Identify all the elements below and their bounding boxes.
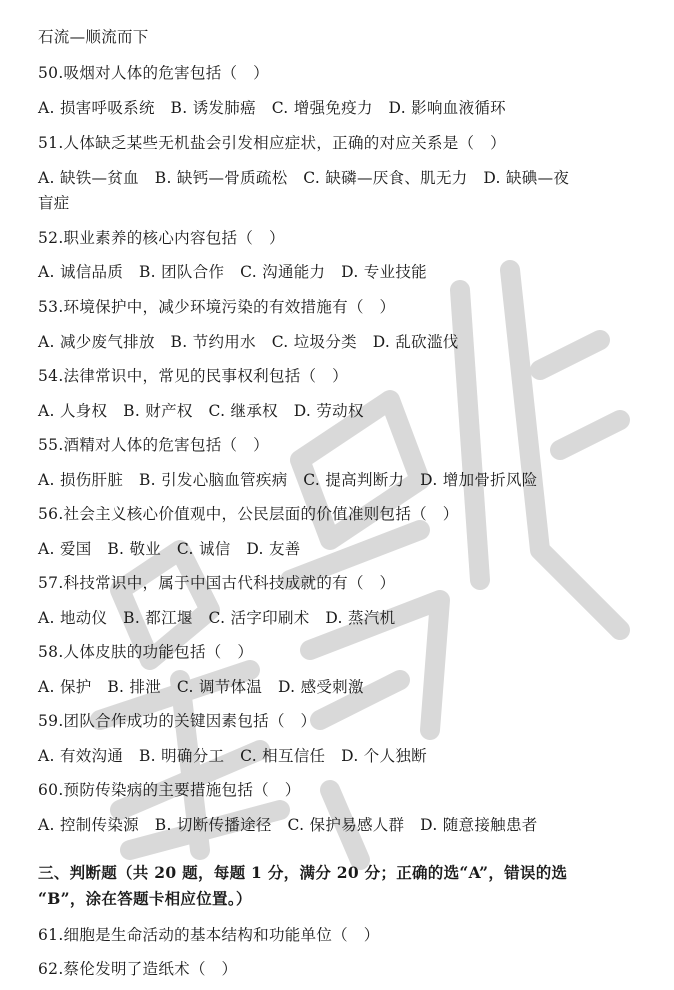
options-54: A. 人身权 B. 财产权 C. 继承权 D. 劳动权 [38, 402, 364, 420]
question-51: 51.人体缺乏某些无机盐会引发相应症状，正确的对应关系是（ ） [38, 134, 506, 152]
question-61: 61.细胞是生命活动的基本结构和功能单位（ ） [38, 926, 380, 944]
options-56: A. 爱国 B. 敬业 C. 诚信 D. 友善 [38, 540, 301, 558]
options-58: A. 保护 B. 排泄 C. 调节体温 D. 感受刺激 [38, 678, 364, 696]
question-52: 52.职业素养的核心内容包括（ ） [38, 229, 285, 247]
options-55: A. 损伤肝脏 B. 引发心脑血管疾病 C. 提高判断力 D. 增加骨折风险 [38, 471, 538, 489]
options-53: A. 减少废气排放 B. 节约用水 C. 垃圾分类 D. 乱砍滥伐 [38, 333, 459, 351]
section-heading-line-1: 三、判断题（共 20 题，每题 1 分，满分 20 分；正确的选“A”，错误的选 [38, 863, 568, 882]
question-53: 53.环境保护中，减少环境污染的有效措施有（ ） [38, 298, 396, 316]
question-54: 54.法律常识中，常见的民事权利包括（ ） [38, 367, 348, 385]
text-line: 石流—顺流而下 [38, 28, 149, 46]
options-60: A. 控制传染源 B. 切断传播途径 C. 保护易感人群 D. 随意接触患者 [38, 816, 538, 834]
options-51-continued: 盲症 [38, 194, 70, 212]
section-heading-line-2: “B”，涂在答题卡相应位置。） [38, 889, 252, 908]
options-51: A. 缺铁—贫血 B. 缺钙—骨质疏松 C. 缺磷—厌食、肌无力 D. 缺碘—夜 [38, 169, 570, 187]
question-60: 60.预防传染病的主要措施包括（ ） [38, 781, 301, 799]
options-52: A. 诚信品质 B. 团队合作 C. 沟通能力 D. 专业技能 [38, 263, 427, 281]
question-56: 56.社会主义核心价值观中，公民层面的价值准则包括（ ） [38, 505, 459, 523]
question-62: 62.蔡伦发明了造纸术（ ） [38, 960, 238, 978]
options-50: A. 损害呼吸系统 B. 诱发肺癌 C. 增强免疫力 D. 影响血液循环 [38, 99, 506, 117]
question-58: 58.人体皮肤的功能包括（ ） [38, 643, 254, 661]
question-57: 57.科技常识中，属于中国古代科技成就的有（ ） [38, 574, 396, 592]
options-59: A. 有效沟通 B. 明确分工 C. 相互信任 D. 个人独断 [38, 747, 427, 765]
question-55: 55.酒精对人体的危害包括（ ） [38, 436, 269, 454]
question-59: 59.团队合作成功的关键因素包括（ ） [38, 712, 317, 730]
question-50: 50.吸烟对人体的危害包括（ ） [38, 64, 269, 82]
options-57: A. 地动仪 B. 都江堰 C. 活字印刷术 D. 蒸汽机 [38, 609, 396, 627]
